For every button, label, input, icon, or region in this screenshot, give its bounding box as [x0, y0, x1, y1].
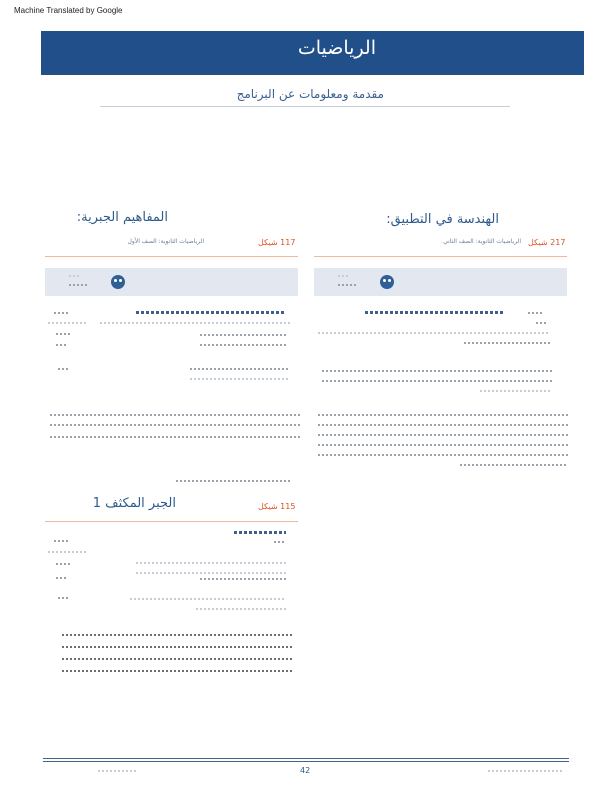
field-row	[100, 322, 290, 324]
field-label	[56, 344, 68, 346]
course-code-line	[365, 311, 505, 314]
field-label	[58, 368, 68, 370]
paragraph-line	[50, 414, 300, 416]
card-header-label	[69, 275, 81, 277]
footer-rule	[43, 761, 569, 762]
field-row	[136, 562, 286, 564]
footer-left-text	[98, 770, 138, 772]
description-line	[190, 368, 290, 370]
course-card-header	[45, 268, 298, 296]
course-credits: 115 شيكل	[258, 502, 296, 511]
paragraph-line	[318, 444, 568, 446]
section-divider	[314, 256, 567, 257]
page-banner	[41, 31, 584, 75]
course-credits: 217 شيكل	[528, 238, 566, 247]
field-label	[56, 563, 70, 565]
field-label	[528, 312, 544, 314]
paragraph-line	[62, 646, 292, 648]
paragraph-line	[318, 454, 568, 456]
description-line	[190, 378, 290, 380]
section-divider	[45, 521, 298, 522]
page-title: الرياضيات	[297, 37, 376, 59]
footer-right-text	[488, 770, 564, 772]
footer-rule	[43, 758, 569, 759]
field-label	[56, 577, 68, 579]
field-label	[58, 597, 68, 599]
field-label	[54, 540, 70, 542]
paragraph-line	[318, 434, 568, 436]
paragraph-line	[318, 414, 568, 416]
field-row	[464, 342, 552, 344]
paragraph-line	[176, 480, 292, 482]
course-level: الرياضيات الثانوية: الصف الثاني	[443, 238, 521, 245]
owl-icon	[380, 275, 394, 289]
field-value	[536, 322, 548, 324]
paragraph-line	[62, 670, 292, 672]
course-title: الجبر المكثف 1	[92, 496, 176, 511]
field-row	[200, 334, 288, 336]
description-line	[130, 598, 286, 600]
course-code-line	[234, 531, 286, 534]
field-label	[56, 333, 70, 335]
course-card-header	[314, 268, 567, 296]
paragraph-line	[460, 464, 568, 466]
paragraph-line	[50, 436, 300, 438]
course-level: الرياضيات الثانوية: الصف الأول	[127, 238, 204, 245]
card-header-value	[338, 284, 356, 286]
field-row	[136, 572, 286, 574]
course-code-line	[136, 311, 286, 314]
description-line	[322, 380, 552, 382]
card-header-value	[69, 284, 87, 286]
description-line	[322, 370, 552, 372]
description-line	[196, 608, 286, 610]
owl-icon	[111, 275, 125, 289]
paragraph-line	[318, 424, 568, 426]
field-value	[274, 541, 286, 543]
course-credits: 117 شيكل	[258, 238, 296, 247]
field-row	[200, 344, 288, 346]
section-divider	[45, 256, 298, 257]
field-value	[48, 551, 88, 553]
paragraph-line	[62, 658, 292, 660]
course-title: الهندسة في التطبيق:	[386, 212, 499, 227]
page-number: 42	[300, 766, 311, 775]
paragraph-line	[50, 424, 300, 426]
field-label	[54, 312, 70, 314]
field-row	[318, 332, 550, 334]
description-line	[480, 390, 550, 392]
field-row	[200, 578, 286, 580]
course-title: المفاهيم الجبرية:	[76, 210, 168, 225]
paragraph-line	[62, 634, 292, 636]
machine-translated-watermark: Machine Translated by Google	[14, 6, 123, 15]
card-header-label	[338, 275, 350, 277]
page-subtitle: مقدمة ومعلومات عن البرنامج	[236, 87, 384, 101]
field-value	[48, 322, 88, 324]
subtitle-divider	[100, 106, 510, 107]
